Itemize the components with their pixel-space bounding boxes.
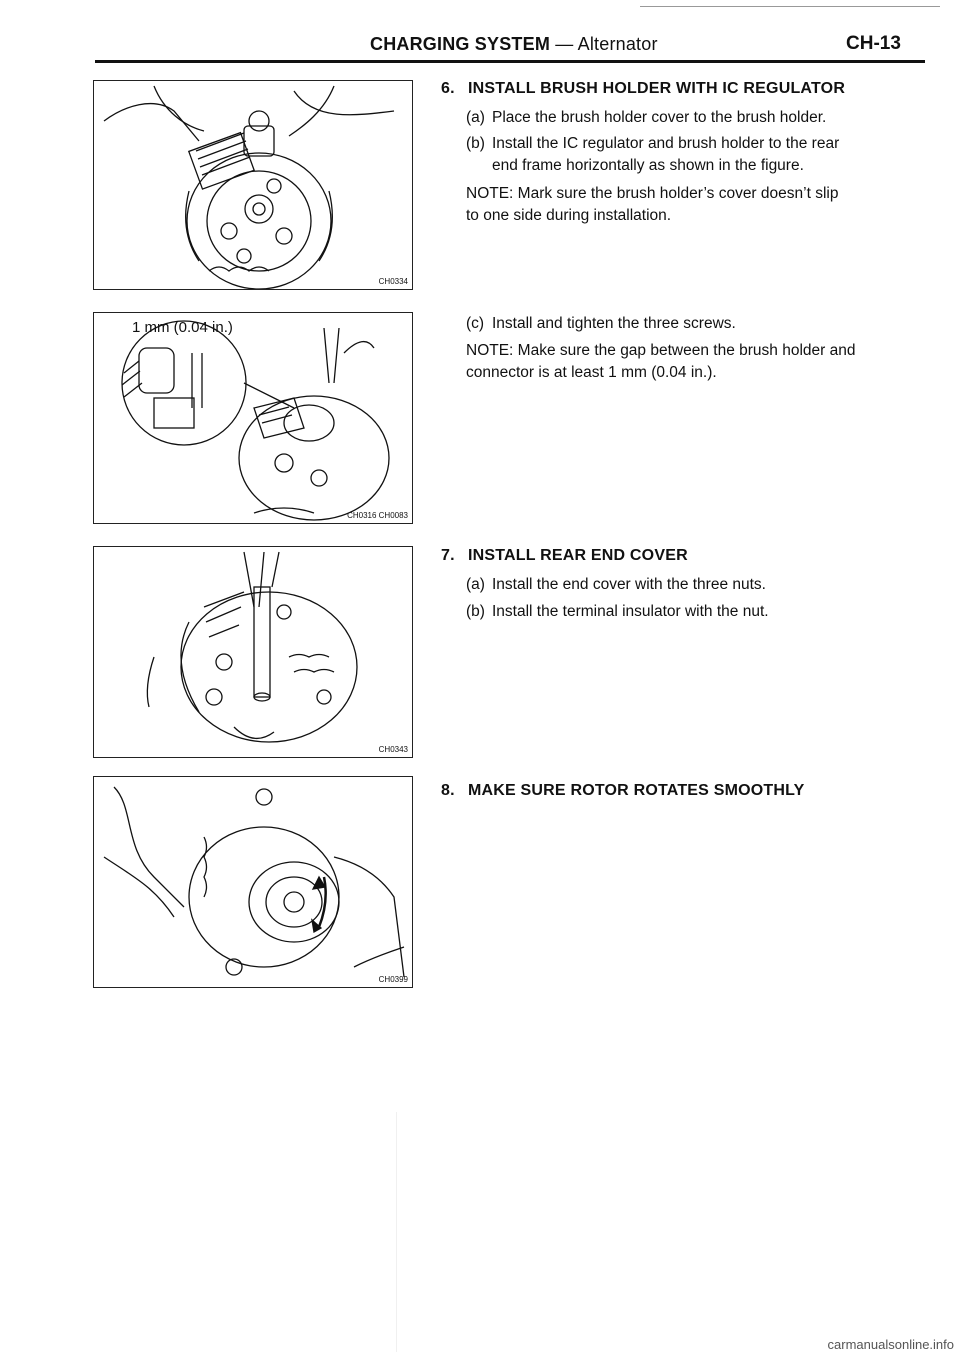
substep-label: (b): [466, 603, 485, 620]
substep-text: Install the IC regulator and brush holder to the rear: [492, 135, 840, 152]
substep-text: Install the end cover with the three nuts.: [492, 576, 766, 593]
step-6-note2-line2: connector is at least 1 mm (0.04 in.).: [466, 364, 717, 381]
substep-text: Install and tighten the three screws.: [492, 315, 736, 332]
step-title: INSTALL REAR END COVER: [468, 547, 688, 564]
step-8-heading: [441, 782, 805, 800]
top-hairline: [640, 6, 940, 7]
step-6b-cont: end frame horizontally as shown in the figure.: [492, 157, 804, 174]
step-6b: [466, 132, 839, 156]
alternator-brush-illustration: [94, 81, 413, 290]
header-rule: [95, 60, 925, 63]
figure-brush-holder-install: [93, 80, 413, 290]
substep-label: (c): [466, 315, 485, 332]
footer-watermark: carmanualsonline.info: [827, 1337, 954, 1352]
substep-text: Place the brush holder cover to the brush holder.: [492, 109, 827, 126]
step-6-note2-line1: NOTE: Make sure the gap between the brush holder and: [466, 342, 856, 359]
figure-gap-check: [93, 312, 413, 524]
figure-code: CH0399: [378, 975, 408, 984]
substep-label: (a): [466, 576, 485, 593]
rotor-rotation-illustration: [94, 777, 413, 988]
step-6-heading: [441, 80, 845, 98]
step-title: INSTALL BRUSH HOLDER WITH IC REGULATOR: [468, 80, 846, 97]
figure-rear-end-cover: [93, 546, 413, 758]
step-6-note1-line2: to one side during installation.: [466, 207, 672, 224]
scan-artifact-line: [396, 1112, 397, 1352]
brush-gap-illustration: [94, 313, 413, 524]
step-number: 8.: [441, 782, 455, 799]
figure-code: CH0334: [378, 277, 408, 286]
page-header-title: [370, 34, 658, 55]
step-number: 7.: [441, 547, 455, 564]
figure-code: CH0343: [378, 745, 408, 754]
substep-label: (a): [466, 109, 485, 126]
step-number: 6.: [441, 80, 455, 97]
substep-label: (b): [466, 135, 485, 152]
step-7-heading: [441, 547, 688, 565]
step-6c: [466, 312, 736, 336]
step-6-note1-line1: NOTE: Mark sure the brush holder’s cover doesn’t slip: [466, 185, 839, 202]
step-title: MAKE SURE ROTOR ROTATES SMOOTHLY: [468, 782, 805, 799]
section-subtitle: — Alternator: [555, 34, 658, 54]
step-7a: [466, 573, 766, 597]
gap-callout-label: 1 mm (0.04 in.): [132, 319, 233, 336]
figure-rotor-rotation: [93, 776, 413, 988]
step-6a: [466, 106, 826, 130]
step-7b: [466, 600, 769, 624]
rear-cover-illustration: [94, 547, 413, 758]
section-title: CHARGING SYSTEM: [370, 34, 551, 54]
figure-code: CH0316 CH0083: [347, 511, 408, 520]
page-number: CH-13: [846, 33, 901, 54]
substep-text: Install the terminal insulator with the nut.: [492, 603, 769, 620]
